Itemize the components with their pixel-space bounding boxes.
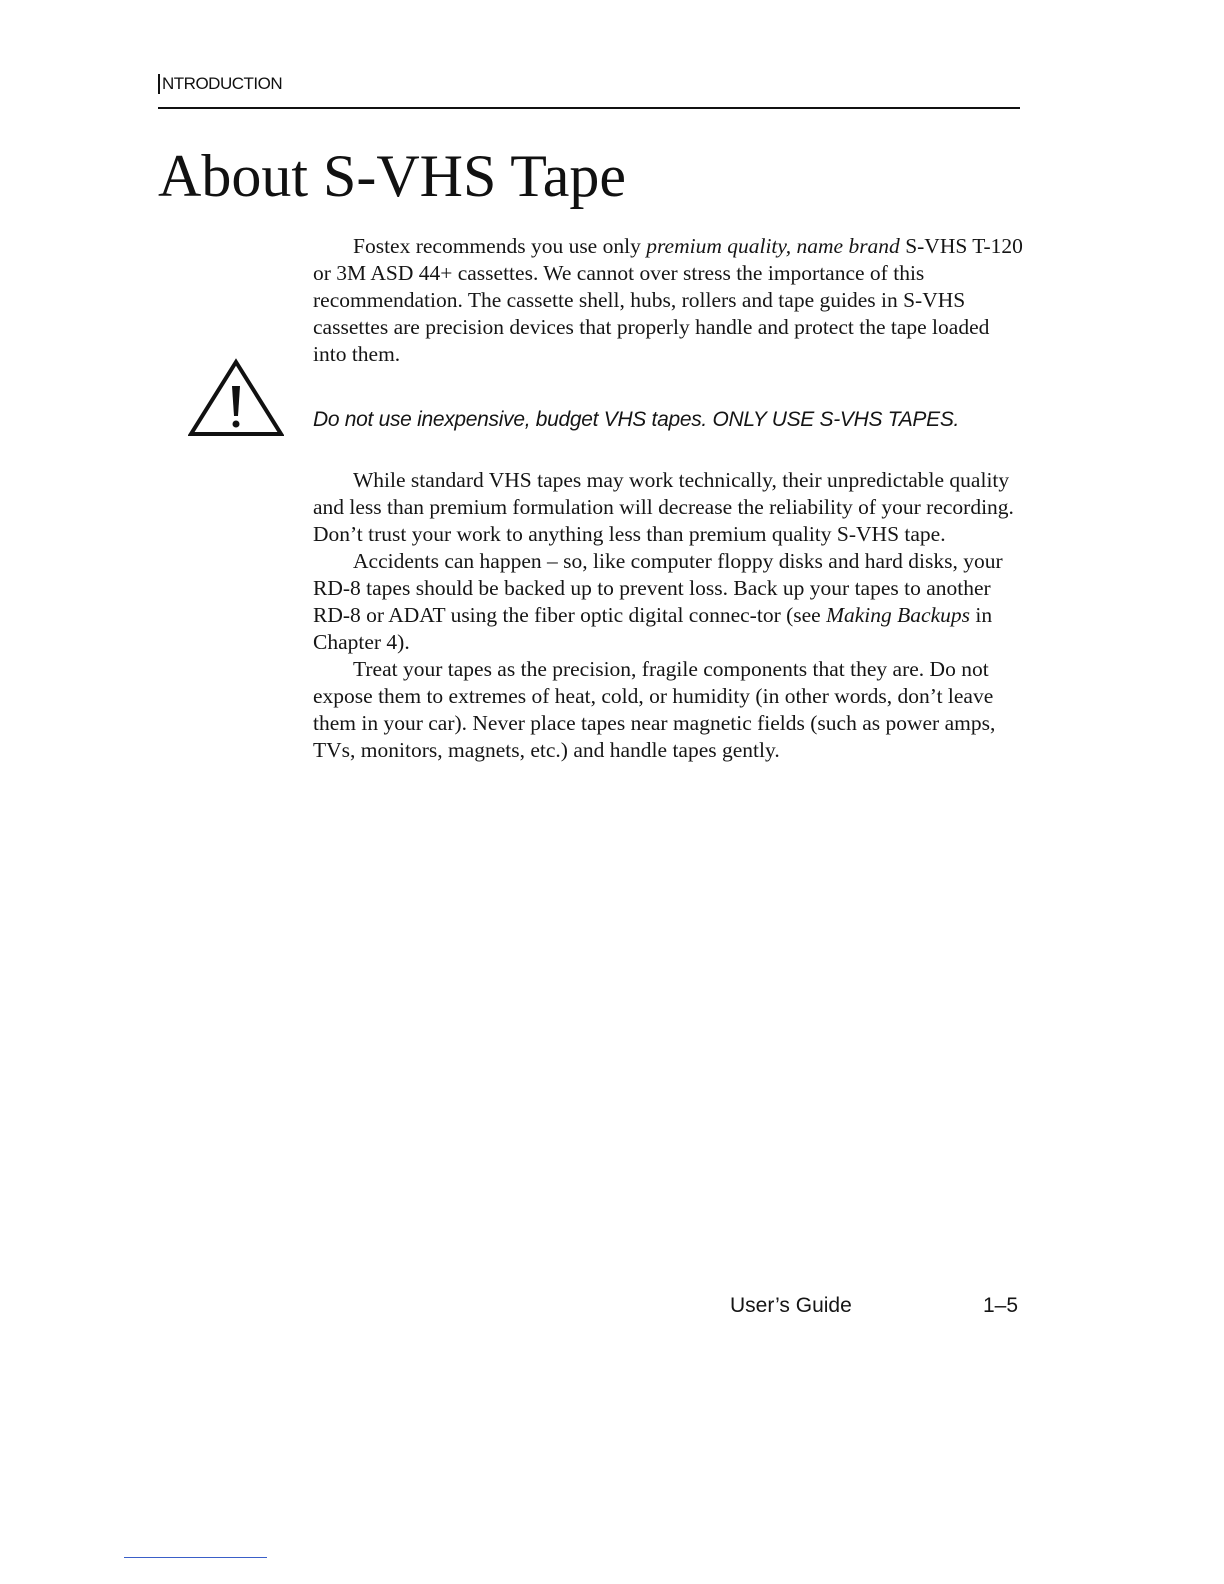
header-bar <box>158 74 160 94</box>
footer-page-number: 1–5 <box>983 1294 1019 1317</box>
making-backups-reference: Making Backups <box>826 603 970 627</box>
footer-guide-title: User’s Guide <box>730 1294 852 1317</box>
warning-triangle-icon <box>188 358 284 438</box>
paragraph-vhs-quality: While standard VHS tapes may work technically, their unpredictable quality and less than premium formulation will decrease the reliability of your recording. Don’t trust your work to anything less than premium quality S-VHS tape. <box>313 468 1014 546</box>
backups-lead: Accidents can happen – so, like computer floppy disks and hard disks, your RD-8 tapes should be backed up to prevent loss. Back up your tapes to another RD-8 or ADAT using the fiber optic digital connec-tor (see <box>313 549 1003 627</box>
intro-paragraph-block <box>313 233 1028 368</box>
intro-emphasis: premium quality, name brand <box>646 234 900 258</box>
running-header <box>158 74 282 94</box>
backups-rest: in Chapter 4). <box>313 603 993 654</box>
paragraph-backups <box>313 548 1028 656</box>
main-paragraph-block <box>313 467 1028 764</box>
intro-paragraph <box>313 233 1028 368</box>
paragraph-tape-care: Treat your tapes as the precision, fragile components that they are. Do not expose them to extremes of heat, cold, or humidity (in other words, don’t leave them in your car). Never place tapes near magnetic fields (such as power amps, TVs, monitors, magnets, etc.) and handle tapes gently. <box>313 657 996 762</box>
warning-note: Do not use inexpensive, budget VHS tapes. ONLY USE S-VHS TAPES. <box>313 408 960 431</box>
intro-lead: Fostex recommends you use only <box>353 234 647 258</box>
intro-rest: S-VHS T-120 or 3M ASD 44+ cassettes. We cannot over stress the importance of this recommendation. The cassette shell, hubs, rollers and tape guides in S-VHS cassettes are precision devices that properly handle and protect the tape loaded into them. <box>313 234 1023 366</box>
bottom-rule <box>124 1557 267 1558</box>
header-section: NTRODUCTION <box>162 74 283 93</box>
page-title: About S-VHS Tape <box>158 143 627 209</box>
header-rule <box>158 107 1020 109</box>
